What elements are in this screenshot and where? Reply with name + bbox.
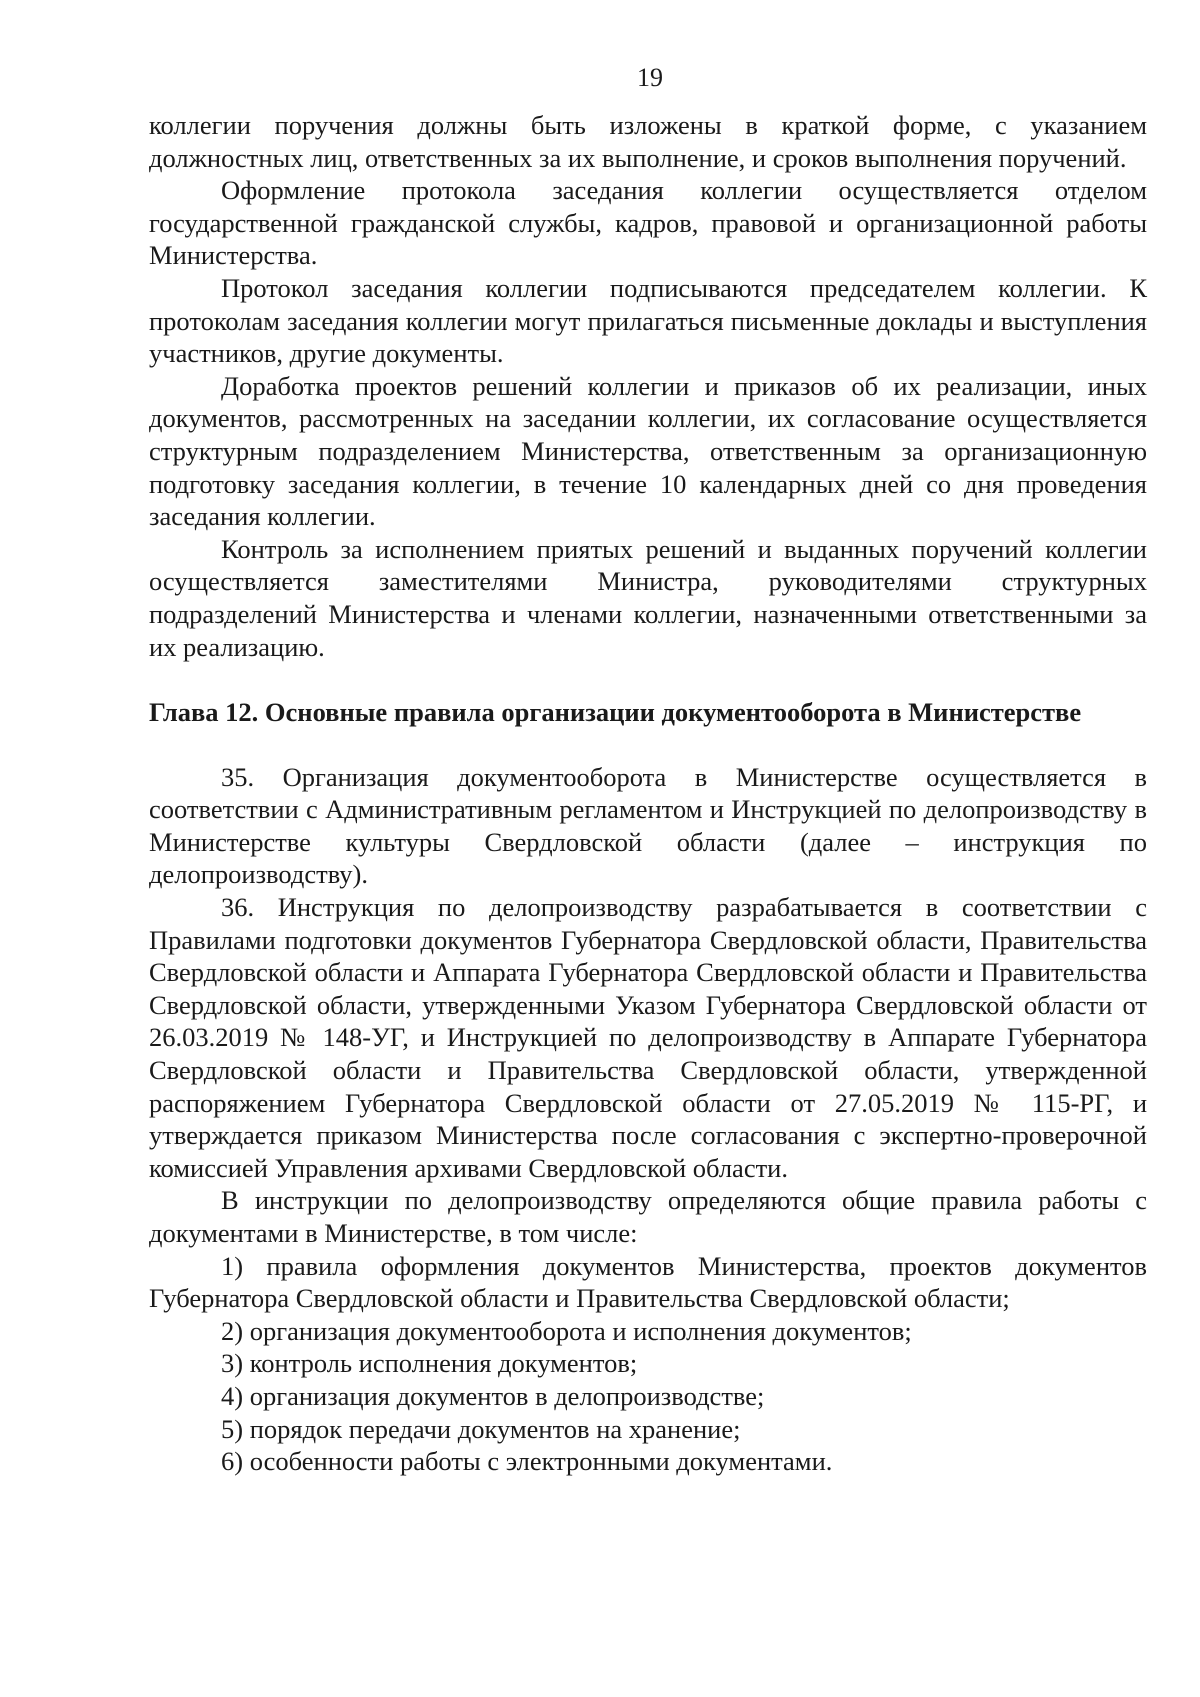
list-item-1: 1) правила оформления документов Министерства, проектов документов Губернатора Свердловской области и Правительства Свердловской области; (149, 1250, 1147, 1314)
chapter-heading: Глава 12. Основные правила организации документооборота в Министерстве (149, 697, 1082, 728)
list-item-4: 4) организация документов в делопроизводстве; (221, 1380, 765, 1411)
paragraph-instructions-intro: В инструкции по делопроизводству определяются общие правила работы с документами в Министерстве, в том числе: (149, 1185, 1147, 1248)
list-item-2: 2) организация документооборота и исполнения документов; (221, 1315, 912, 1346)
paragraph-revision: Доработка проектов решений коллегии и приказов об их реализации, иных документов, рассмотренных на заседании коллегии, их согласование осуществляется структурным подразделением Министерства, ответственным за организационную подготовку заседания коллегии, в течение 10 календарных дней со дня проведения заседания коллегии. (149, 370, 1147, 532)
document-body (149, 109, 1147, 1478)
paragraph-protocol-signing: Протокол заседания коллегии подписываются председателем коллегии. К протоколам заседания коллегии могут прилагаться письменные доклады и выступления участников, другие документы. (149, 272, 1147, 369)
page-number: 19 (637, 63, 663, 92)
paragraph-control: Контроль за исполнением приятых решений и выданных поручений коллегии осуществляется заместителями Министра, руководителями структурных подразделений Министерства и членами коллегии, назначенными ответственными за их реализацию. (149, 533, 1147, 662)
paragraph-item-36: 36. Инструкция по делопроизводству разрабатывается в соответствии с Правилами подготовки документов Губернатора Свердловской области, Правительства Свердловской области и Аппарата Губернатора Свердловской области и Правительства Свердловской области, утвержденными Указом Губернатора Свердловской области от 26.03.2019 № 148-УГ, и Инструкцией по делопроизводству в Аппарате Губернатора Свердловской области и Правительства Свердловской области, утвержденной распоряжением Губернатора Свердловской области от 27.05.2019 № 115-РГ, и утверждается приказом Министерства после согласования с экспертно-проверочной комиссией Управления архивами Свердловской области. (149, 892, 1147, 1183)
list-item-3: 3) контроль исполнения документов; (221, 1348, 638, 1379)
paragraph-item-35: 35. Организация документооборота в Министерстве осуществляется в соответствии с Административным регламентом и Инструкцией по делопроизводству в Министерстве культуры Свердловской области (далее – инструкция по делопроизводству). (149, 761, 1147, 890)
paragraph-continuation: коллегии поручения должны быть изложены в краткой форме, с указанием должностных лиц, ответственных за их выполнение, и сроков выполнения поручений. (149, 110, 1147, 173)
paragraph-protocol-formatting: Оформление протокола заседания коллегии осуществляется отделом государственной гражданской службы, кадров, правовой и организационной работы Министерства. (149, 175, 1147, 271)
list-item-6: 6) особенности работы с электронными документами. (221, 1446, 833, 1477)
list-item-5: 5) порядок передачи документов на хранение; (221, 1413, 741, 1444)
